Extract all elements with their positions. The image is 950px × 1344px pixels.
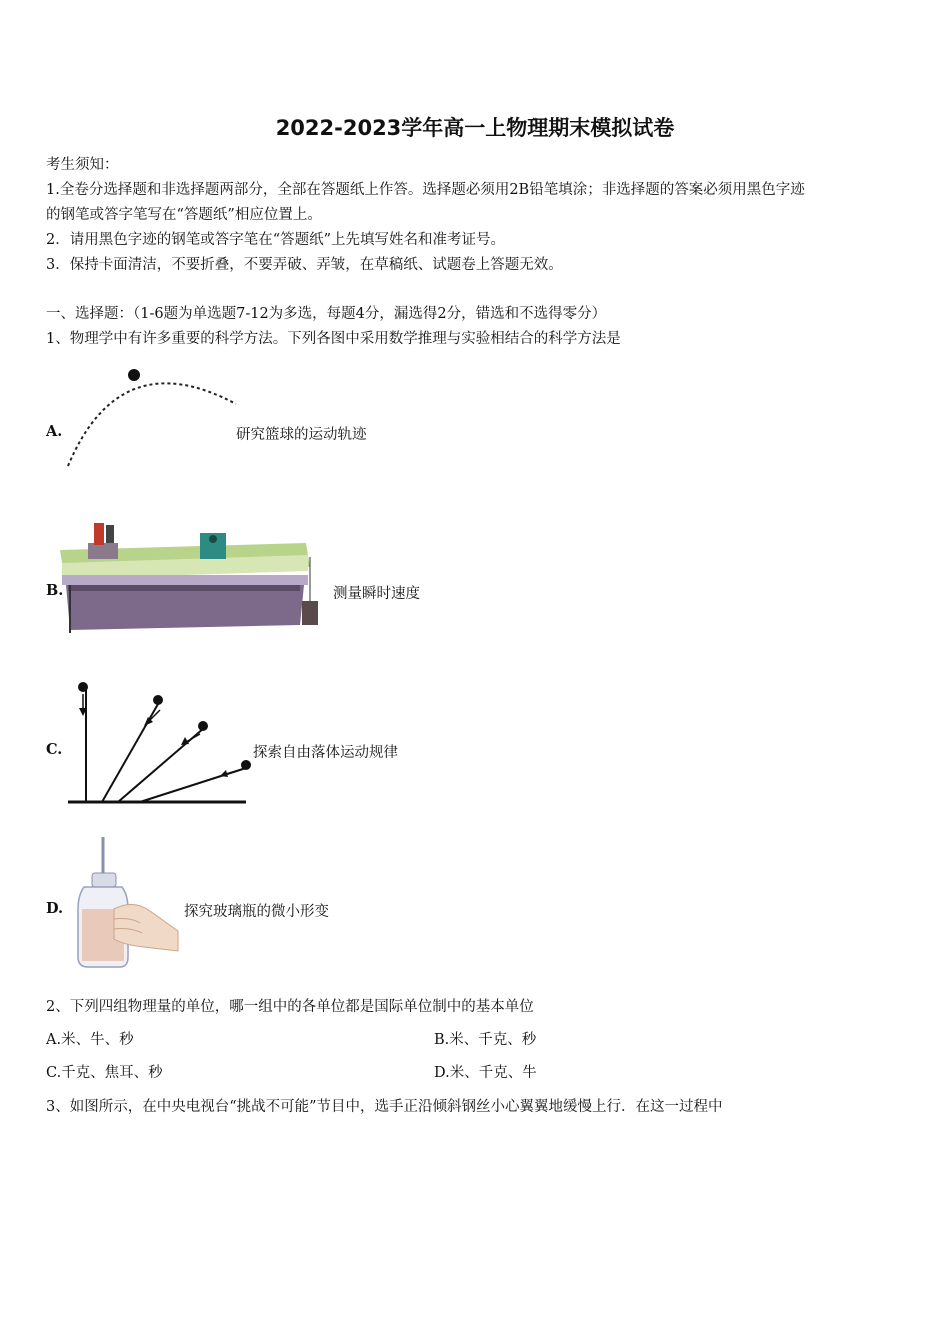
notice-item-1-cont: 的钢笔或答字笔写在“答题纸”相应位置上。 <box>46 207 322 223</box>
option-c-letter: C. <box>46 741 63 758</box>
q2-option-a: A.米、牛、秒 <box>46 1032 134 1048</box>
option-b-caption: 测量瞬时速度 <box>333 586 420 602</box>
notice-item-2: 2．请用黑色字迹的钢笔或答字笔在“答题纸”上先填写姓名和准考证号。 <box>46 232 506 248</box>
arrow-icon <box>186 734 200 742</box>
option-a-caption: 研究篮球的运动轨迹 <box>236 427 367 443</box>
question-1-stem: 1、物理学中有许多重要的科学方法。下列各图中采用数学推理与实验相结合的科学方法是 <box>46 331 621 347</box>
option-b-letter: B. <box>46 582 64 599</box>
ball-icon <box>128 369 140 381</box>
exam-title: 2022-2023学年高一上物理期末模拟试卷 <box>275 116 675 140</box>
option-a-letter: A. <box>46 423 63 440</box>
option-d-letter: D. <box>46 900 64 917</box>
notice-heading: 考生须知： <box>46 157 119 173</box>
inclined-planes-figure <box>64 678 254 810</box>
ball-icon <box>78 682 88 692</box>
q2-option-d: D.米、千克、牛 <box>434 1065 537 1081</box>
basketball-trajectory-figure <box>60 362 250 472</box>
arrow-icon <box>226 770 240 774</box>
option-c-caption: 探索自由落体运动规律 <box>253 745 398 761</box>
glass-bottle-figure <box>74 835 182 971</box>
notice-item-3: 3．保持卡面清洁，不要折叠，不要弄破、弄皱，在草稿纸、试题卷上答题无效。 <box>46 257 563 273</box>
option-d-caption: 探究玻璃瓶的微小形变 <box>184 904 329 920</box>
ball-icon <box>198 721 208 731</box>
table-base <box>66 585 304 630</box>
q2-option-c: C.千克、焦耳、秒 <box>46 1065 163 1081</box>
q2-option-b: B.米、千克、秒 <box>434 1032 537 1048</box>
section-heading: 一、选择题：（1-6题为单选题7-12为多选，每题4分，漏选得2分，错选和不选得零分） <box>46 306 607 322</box>
ball-icon <box>153 695 163 705</box>
air-track-figure <box>58 515 323 635</box>
hanging-weight-icon <box>302 601 318 625</box>
trajectory-curve <box>68 383 236 466</box>
question-2-stem: 2、下列四组物理量的单位，哪一组中的各单位都是国际单位制中的基本单位 <box>46 999 534 1015</box>
photogate-icon <box>88 543 118 559</box>
question-3-stem: 3、如图所示，在中央电视台“挑战不可能”节目中，选手正沿倾斜钢丝小心翼翼地缓慢上行．在这一过程中 <box>46 1099 723 1115</box>
notice-item-1: 1.全卷分选择题和非选择题两部分，全部在答题纸上作答。选择题必须用2B铅笔填涂；非选择题的答案必须用黑色字迹 <box>46 182 805 198</box>
ball-icon <box>241 760 251 770</box>
